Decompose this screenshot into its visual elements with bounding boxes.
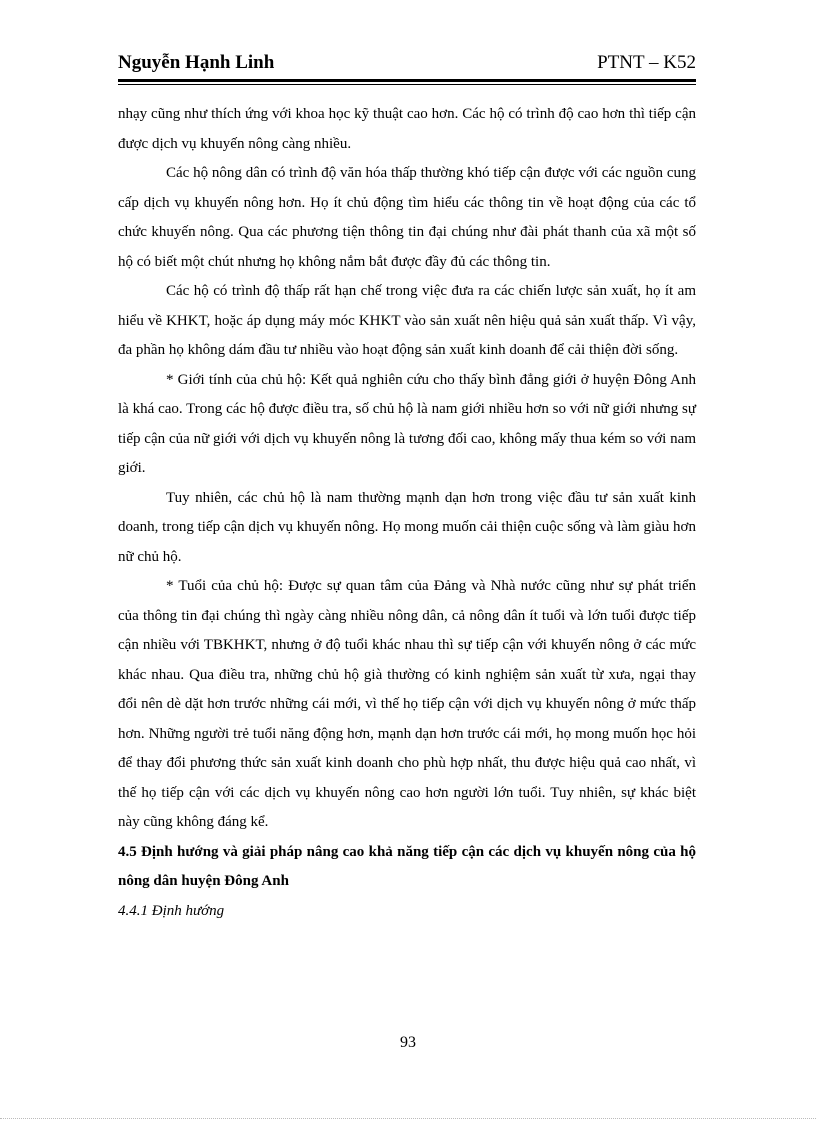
- paragraph-gender: * Giới tính của chủ hộ: Kết quả nghiên cứu cho thấy bình đẳng giới ở huyện Đông Anh là khá cao. Trong các hộ được điều tra, số chủ hộ là nam giới nhiều hơn so với nữ giới nhưng sự tiếp cận của nữ giới với dịch vụ khuyến nông là tương đối cao, không mấy thua kém so với nam giới.: [118, 371, 696, 476]
- page-header: [118, 48, 696, 78]
- paragraph-education-low: Các hộ nông dân có trình độ văn hóa thấp thường khó tiếp cận được với các nguồn cung cấp dịch vụ khuyến nông hơn. Họ ít chủ động tìm hiểu các thông tin về hoạt động của các tổ chức khuyến nông. Qua các phương tiện thông tin đại chúng như đài phát thanh của xã một số hộ có biết một chút nhưng họ không nắm bắt được đầy đủ các thông tin.: [118, 165, 696, 270]
- paragraph-continuation: nhạy cũng như thích ứng với khoa học kỹ thuật cao hơn. Các hộ có trình độ cao hơn thì tiếp cận được dịch vụ khuyến nông càng nhiều.: [118, 106, 696, 152]
- header-course-code: PTNT – K52: [597, 52, 696, 73]
- page-bottom-edge: [0, 1118, 816, 1119]
- section-heading: 4.5 Định hướng và giải pháp nâng cao khả năng tiếp cận các dịch vụ khuyến nông của hộ nông dân huyện Đông Anh: [118, 843, 696, 889]
- header-rule-thick: [118, 79, 696, 82]
- paragraph-age: * Tuổi của chủ hộ: Được sự quan tâm của Đảng và Nhà nước cũng như sự phát triển của thông tin đại chúng thì ngày càng nhiều nông dân, cả nông dân ít tuổi và lớn tuổi được tiếp cận nhiều với TBKHKT, nhưng ở độ tuổi khác nhau thì sự tiếp cận với khuyến nông ở các mức khác nhau. Qua điều tra, những chủ hộ già thường có kinh nghiệm sản xuất từ xưa, ngại thay đổi nên dè dặt hơn trước những cái mới, vì thế họ tiếp cận với dịch vụ khuyến nông ở mức thấp hơn. Những người trẻ tuổi năng động hơn, mạnh dạn hơn trước cái mới, họ mong muốn học hỏi để thay đổi phương thức sản xuất kinh doanh cho phù hợp nhất, thu được hiệu quả cao nhất, vì thế họ tiếp cận với các dịch vụ khuyến nông cao hơn người lớn tuổi. Tuy nhiên, sự khác biệt này cũng không đáng kể.: [118, 578, 696, 830]
- subsection-heading: 4.4.1 Định hướng: [118, 902, 225, 919]
- paragraph-education-strategy: Các hộ có trình độ thấp rất hạn chế trong việc đưa ra các chiến lược sản xuất, họ ít am hiểu về KHKT, hoặc áp dụng máy móc KHKT vào sản xuất nên hiệu quả sản xuất thấp. Vì vậy, đa phần họ không dám đầu tư nhiều vào hoạt động sản xuất kinh doanh để cải thiện đời sống.: [118, 283, 696, 358]
- body-text: [118, 100, 696, 926]
- paragraph-gender-male: Tuy nhiên, các chủ hộ là nam thường mạnh dạn hơn trong việc đầu tư sản xuất kinh doanh, trong tiếp cận dịch vụ khuyến nông. Họ mong muốn cải thiện cuộc sống và làm giàu hơn nữ chủ hộ.: [118, 489, 696, 565]
- header-author: Nguyễn Hạnh Linh: [118, 52, 275, 73]
- header-rule-thin: [118, 84, 696, 85]
- page-number: 93: [400, 1034, 416, 1051]
